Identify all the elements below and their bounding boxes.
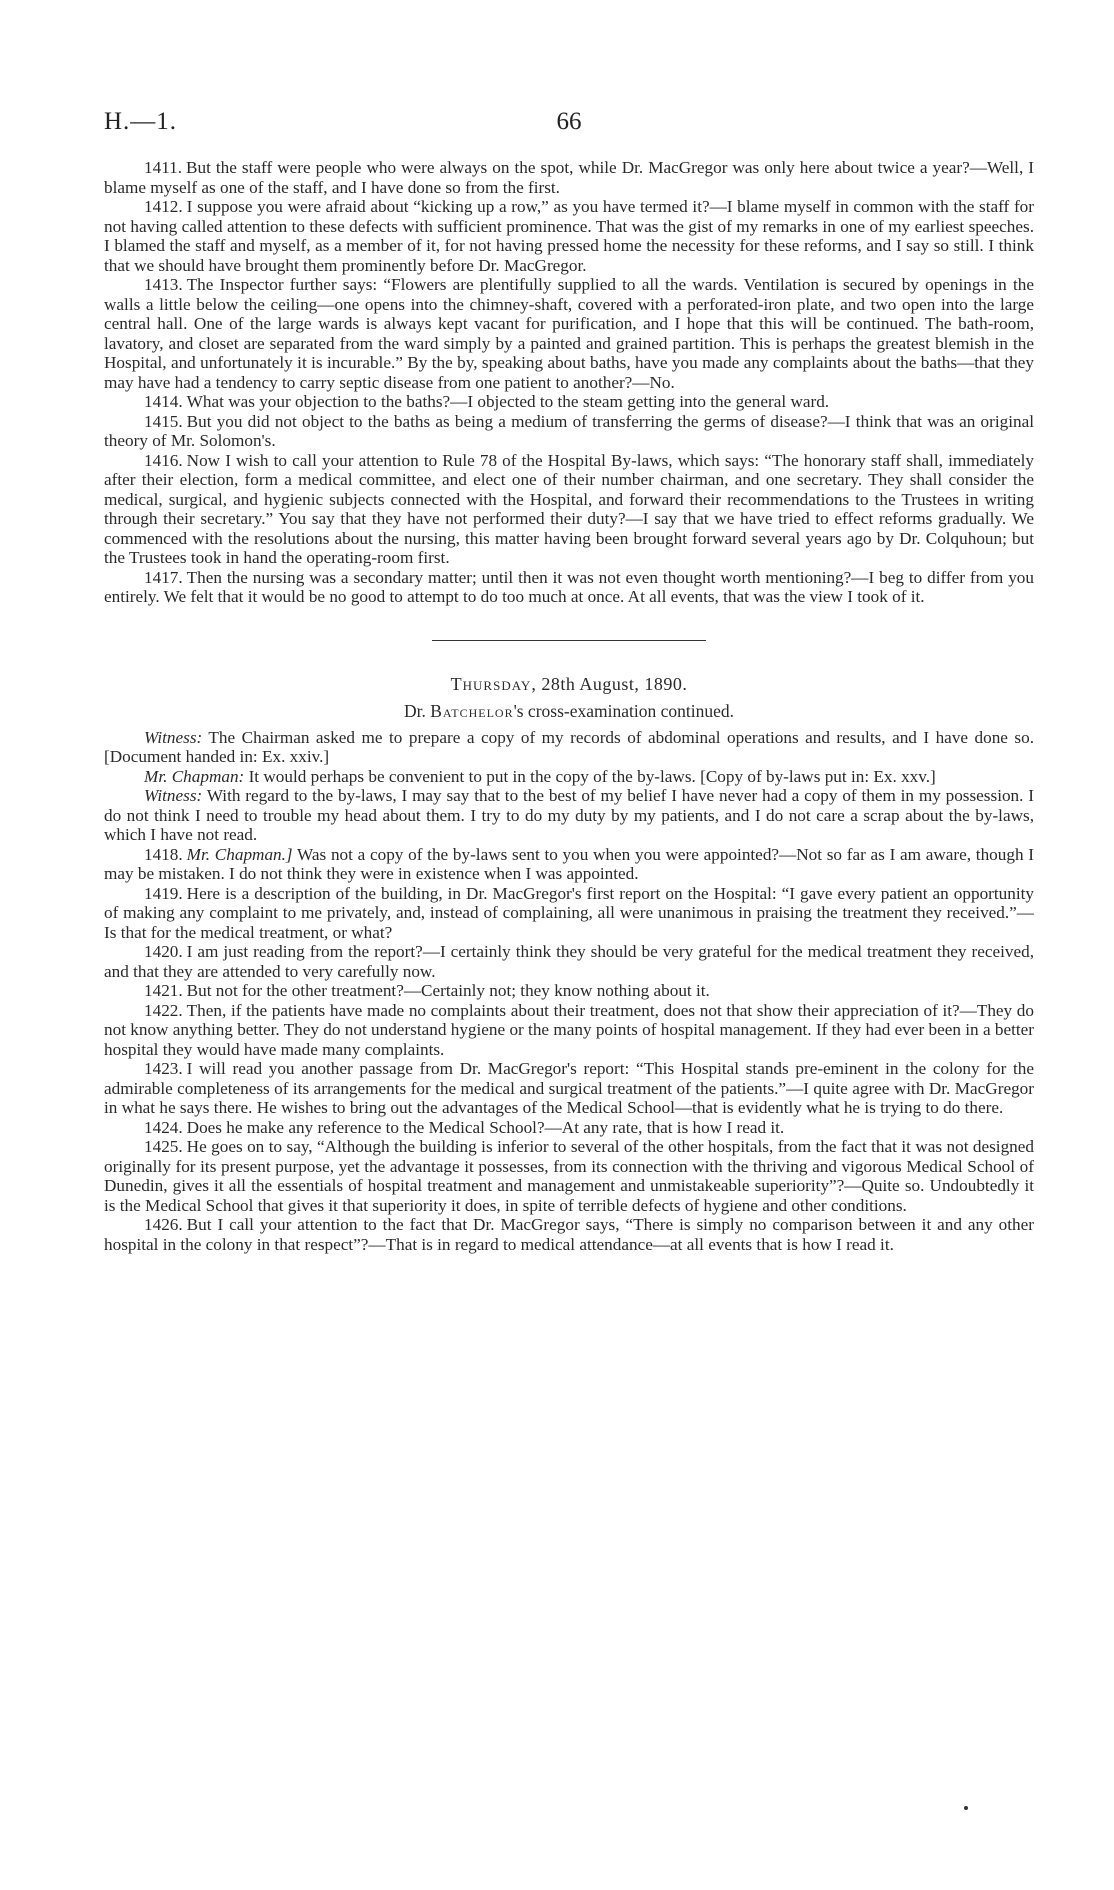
question-number: 1415. [144,411,183,431]
date-heading-date: , 28th August, 1890. [531,673,688,694]
question-number: 1424. [144,1117,183,1137]
question-number: 1413. [144,275,183,294]
sub-heading-name: Batchelor [430,701,514,721]
question-text: But I call your attention to the fact that Dr. MacGregor says, “There is simply no comparison between it and any other hospital in the colony in that respect”?—That is in regard to medical attendance—at all events that is how I read it. [104,1215,1034,1254]
question-text: I suppose you were afraid about “kicking up a row,” as you have termed it?—I blame myself in common with the staff for not having called attention to these defects with sufficient prominence. That was the gist of my remarks in one of my earliest speeches. I blamed the staff and myself, as a member of it, for not having pressed home the necessity for these reforms, and I say so still. I think that we should have brought them prominently before Dr. MacGregor. [104,197,1034,275]
speaker-label: Witness: [144,786,203,805]
date-heading-day: Thursday [450,673,532,694]
question-text: Then, if the patients have made no complaints about their treatment, does not that show their appreciation of it?—They do not know anything better. They do not understand hygiene or the many points of hospital management. If they had ever been in a better hospital they would have made many complaints. [104,1000,1034,1059]
page-body [104,158,1034,1254]
question-paragraph [104,884,1034,943]
date-heading [104,675,1034,695]
section-divider [104,607,1034,675]
divider-rule [432,640,706,641]
question-number: 1411. [144,158,183,177]
question-paragraph [104,275,1034,392]
question-paragraph [104,1059,1034,1118]
question-paragraph [104,1118,1034,1138]
question-text: What was your objection to the baths?—I objected to the steam getting into the general ward. [186,392,830,411]
question-number: 1414. [144,392,183,411]
statement-paragraph [104,786,1034,845]
question-text: But you did not object to the baths as being a medium of transferring the germs of disease?—I think that was an original theory of Mr. Solomon's. [104,411,1034,450]
question-paragraph [104,1001,1034,1060]
question-number: 1422. [144,1000,183,1020]
question-text: But the staff were people who were always on the spot, while Dr. MacGregor was only here about twice a year?—Well, I blame myself as one of the staff, and I have done so from the first. [104,158,1034,197]
question-number: 1418. [144,844,183,864]
question-number: 1412. [144,197,183,216]
document-reference: H.—1. [104,108,178,135]
page-header [104,108,1034,144]
evidence-section-2 [104,728,1034,1255]
speaker-label: Mr. Chapman.] [186,844,293,864]
question-text: I am just reading from the report?—I certainly think they should be very grateful for the medical treatment they received, and that they are attended to very carefully now. [104,942,1034,981]
question-paragraph [104,451,1034,568]
question-text: Here is a description of the building, in Dr. MacGregor's first report on the Hospital: “I gave every patient an opportunity of making any complaint to me privately, and, instead of complaining, all were unanimous in praising the treatment they received.”—Is that for the medical treatment, or what? [104,883,1034,942]
question-paragraph [104,1215,1034,1254]
question-number: 1423. [144,1059,183,1078]
question-paragraph [104,942,1034,981]
sub-heading-suffix: 's cross-examination continued. [513,701,734,721]
evidence-section-1 [104,158,1034,607]
question-text: Does he make any reference to the Medical School?—At any rate, that is how I read it. [186,1117,785,1137]
sub-heading [104,702,1034,722]
statement-paragraph [104,767,1034,787]
stray-ink-mark [964,1806,968,1810]
question-number: 1419. [144,883,183,903]
question-text: I will read you another passage from Dr. MacGregor's report: “This Hospital stands pre-eminent in the colony for the admirable completeness of its arrangements for the medical and surgical treatment of the patients.”—I quite agree with Dr. MacGregor in what he says there. He wishes to bring out the advantages of the Medical School—that is evidently what he is trying to do there. [104,1059,1034,1117]
speaker-label: Witness: [144,727,203,747]
question-text: The Inspector further says: “Flowers are plentifully supplied to all the wards. Ventilation is secured by openings in the walls a little below the ceiling—one opens into the chimney-shaft, covered with a perforated-iron plate, and two open into the large central hall. One of the large wards is always kept vacant for purification, and I hope that this will be continued. The bath-room, lavatory, and closet are separated from the ward simply by a painted and grained partition. This is perhaps the greatest blemish in the Hospital, and unfortunately it is incurable.” By the by, speaking about baths, have you made any complaints about the baths—that they may have had a tendency to carry septic disease from one patient to another?—No. [104,275,1034,392]
question-paragraph [104,412,1034,451]
question-paragraph [104,158,1034,197]
statement-text: The Chairman asked me to prepare a copy of my records of abdominal operations and results, and I have done so. [Document handed in: Ex. xxiv.] [104,727,1034,766]
question-number: 1421. [144,981,183,1000]
speaker-label: Mr. Chapman: [144,766,245,786]
question-number: 1420. [144,942,183,961]
statement-paragraph [104,728,1034,767]
question-text: Now I wish to call your attention to Rule 78 of the Hospital By-laws, which says: “The honorary staff shall, immediately after their election, form a medical committee, and elect one of their number chairman, and one secretary. They shall consider the medical, surgical, and hygienic subjects connected with the Hospital, and forward their recommendations to the Trustees in writing through their secretary.” You say that they have not performed their duty?—I say that we have tried to effect reforms gradually. We commenced with the resolutions about the nursing, this matter having been brought forward several years ago by Dr. Colquhoun; but the Trustees took in hand the operating-room first. [104,450,1034,567]
question-number: 1417. [144,567,183,587]
question-text: Was not a copy of the by-laws sent to you when you were appointed?—Not so far as I am aware, though I may be mistaken. I do not think they were in existence when I was appointed. [104,844,1034,883]
question-paragraph [104,1137,1034,1215]
question-paragraph [104,981,1034,1001]
question-paragraph [104,568,1034,607]
question-text: Then the nursing was a secondary matter; until then it was not even thought worth mentioning?—I beg to differ from you entirely. We felt that it would be no good to attempt to do too much at once. At all events, that was the view I took of it. [104,567,1034,606]
question-number: 1416. [144,450,183,470]
page-number: 66 [556,108,582,135]
question-paragraph [104,197,1034,275]
statement-text: It would perhaps be convenient to put in the copy of the by-laws. [Copy of by-laws put in: Ex. xxv.] [244,766,936,786]
question-number: 1425. [144,1137,183,1156]
statement-text: With regard to the by-laws, I may say that to the best of my belief I have never had a copy of them in my possession. I do not think I need to trouble my head about them. I try to do my duty by my patients, and I do not care a scrap about the by-laws, which I have not read. [104,786,1034,844]
question-number: 1426. [144,1215,183,1234]
question-text: He goes on to say, “Although the building is inferior to several of the other hospitals, from the fact that it was not designed originally for its present purpose, yet the advantage it possesses, from its connection with the thriving and vigorous Medical School of Dunedin, gives it all the essentials of hospital treatment and management and unmistakeable superiority”?—Quite so. Undoubtedly it is the Medical School that gives it that superiority it does, in spite of terrible defects of hygiene and other conditions. [104,1137,1034,1215]
sub-heading-prefix: Dr. [404,701,431,721]
question-paragraph [104,392,1034,412]
question-paragraph [104,845,1034,884]
question-text: But not for the other treatment?—Certainly not; they know nothing about it. [186,981,710,1000]
